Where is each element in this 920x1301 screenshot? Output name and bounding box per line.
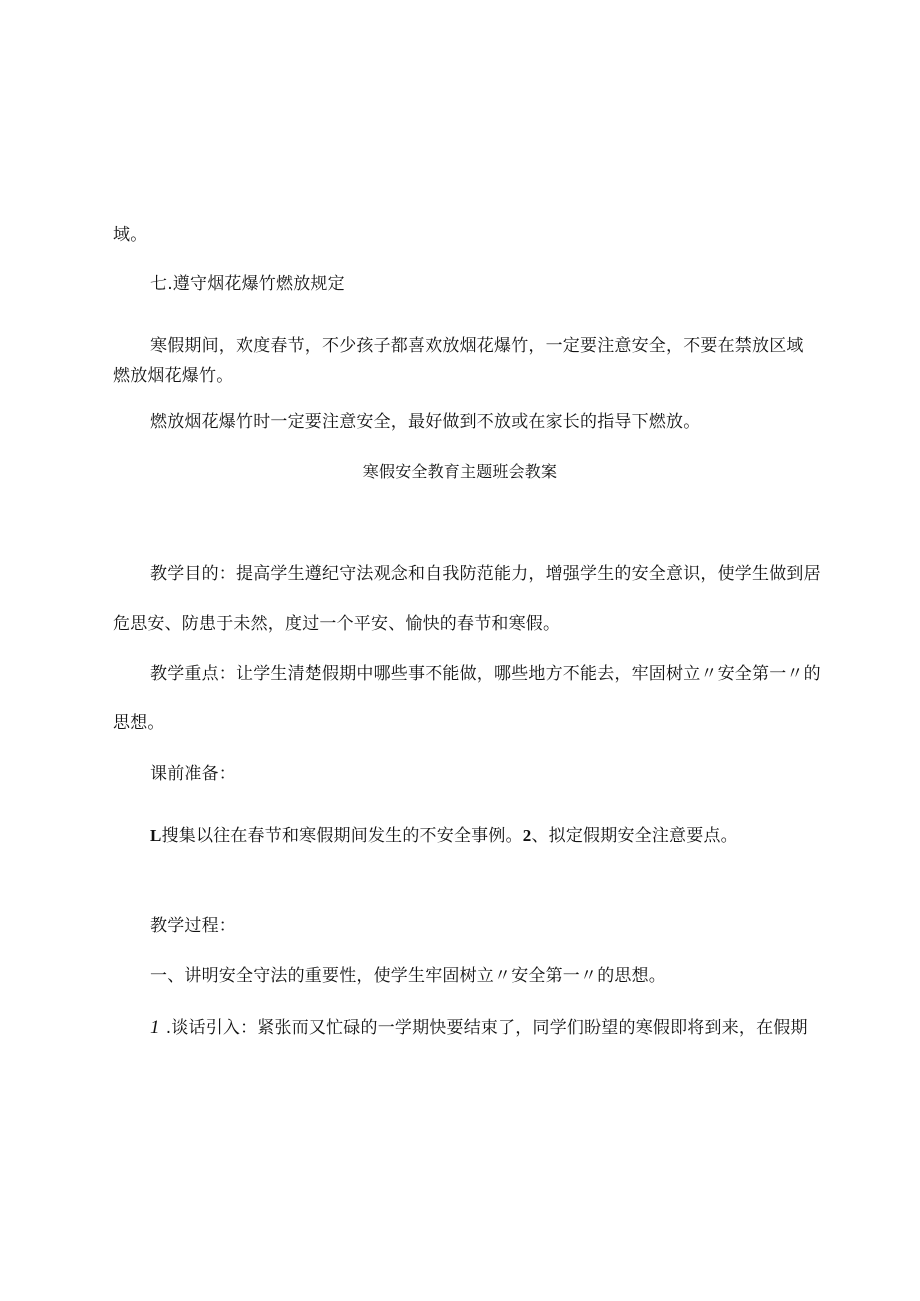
teaching-goal-line2: 危思安、防患于未然，度过一个平安、愉快的春节和寒假。 [113, 614, 561, 634]
paragraph-fireworks-safety: 燃放烟花爆竹时一定要注意安全，最好做到不放或在家长的指导下燃放。 [150, 412, 701, 432]
lesson-plan-title: 寒假安全教育主题班会教案 [362, 462, 558, 481]
paragraph-fireworks-line2: 燃放烟花爆竹。 [113, 366, 234, 386]
item-text-1: 搜集以往在春节和寒假期间发生的不安全事例。 [161, 826, 523, 846]
preparation-heading: 课前准备： [150, 764, 236, 784]
teaching-focus-line2: 思想。 [113, 713, 165, 733]
step-number-1: 1 [150, 1017, 160, 1038]
paragraph-fireworks-line1: 寒假期间，欢度春节，不少孩子都喜欢放烟花爆竹，一定要注意安全，不要在禁放区域 [150, 336, 804, 356]
item-number-1: L [150, 826, 162, 845]
intro-talk-text: .谈话引入：紧张而又忙碌的一学期快要结束了，同学们盼望的寒假即将到来，在假期 [165, 1018, 808, 1038]
preparation-items [150, 824, 738, 848]
section-heading-fireworks: 七.遵守烟花爆竹燃放规定 [150, 274, 345, 294]
item-text-2: 、拟定假期安全注意要点。 [531, 826, 738, 846]
item-number-2: 2 [522, 826, 532, 845]
process-step-one: 一、讲明安全守法的重要性，使学生牢固树立〃安全第一〃的思想。 [150, 966, 666, 986]
paragraph-continuation: 域。 [113, 225, 148, 245]
process-heading: 教学过程： [150, 916, 236, 936]
intro-talk-line [150, 1016, 808, 1040]
teaching-goal-line1: 教学目的：提高学生遵纪守法观念和自我防范能力，增强学生的安全意识，使学生做到居 [150, 564, 821, 584]
teaching-focus-line1: 教学重点：让学生清楚假期中哪些事不能做，哪些地方不能去，牢固树立〃安全第一〃的 [150, 664, 821, 684]
